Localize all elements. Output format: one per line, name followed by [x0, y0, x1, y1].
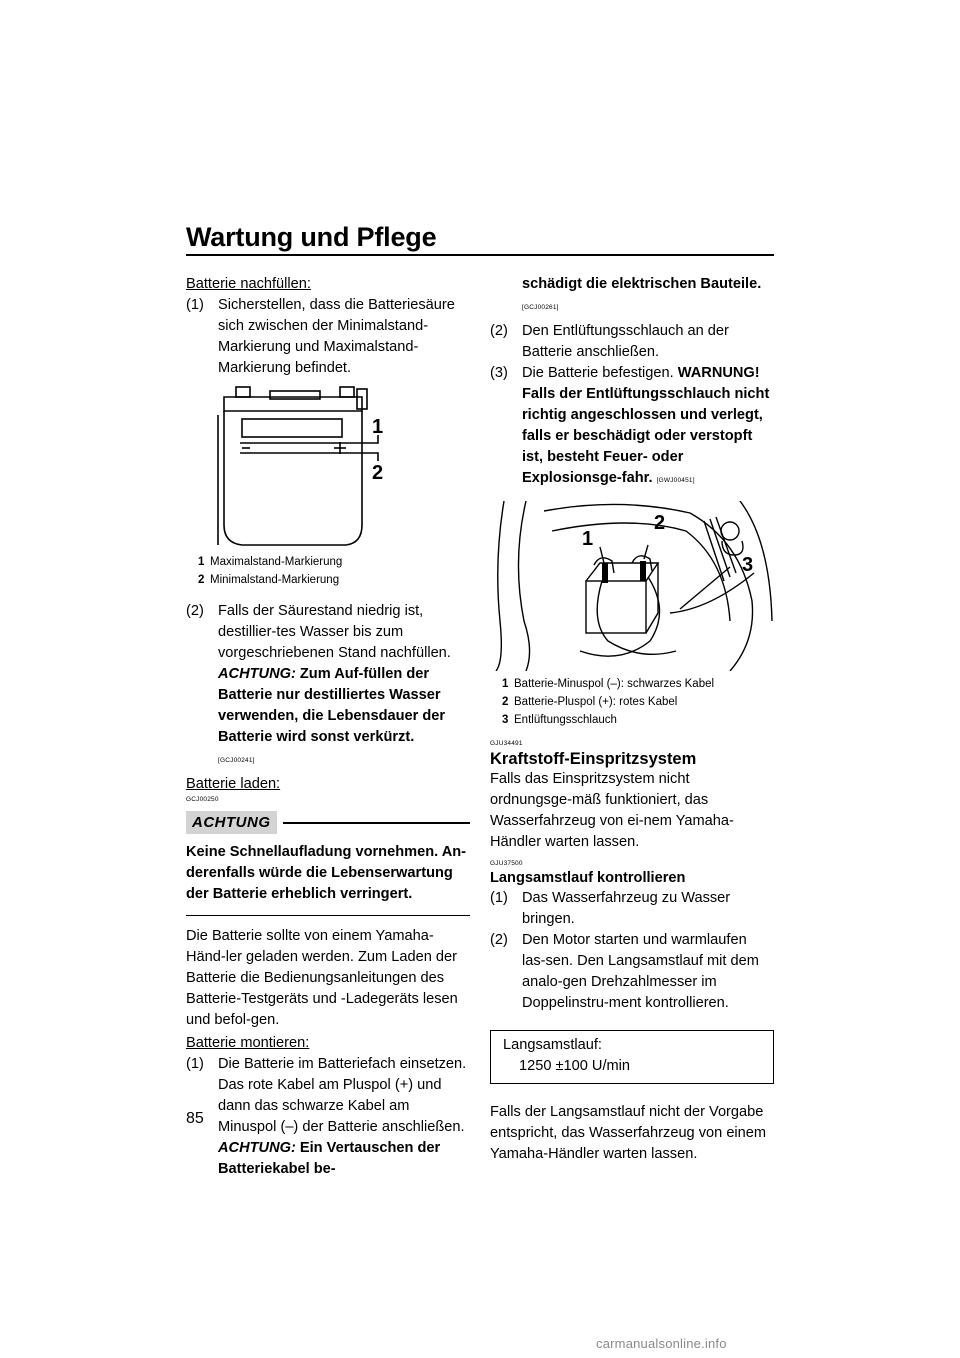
step-text: Den Motor starten und warmlaufen las-sen. Den Langsamstlauf mit dem analo-gen Drehzahlmesser im Doppelinstru-ment kontrollieren.: [522, 932, 759, 1011]
reference-code: GJU37500: [490, 860, 523, 867]
battery-level-figure: [212, 385, 412, 553]
charge-heading: Batterie laden:: [186, 776, 281, 792]
legend-item: 2 Minimalstand-Markierung: [198, 574, 340, 586]
legend-item: 2 Batterie-Pluspol (+): rotes Kabel: [502, 696, 678, 708]
legend-item: 3 Entlüftungsschlauch: [502, 714, 617, 726]
charge-paragraph: Die Batterie sollte von einem Yamaha-Händ-ler geladen werden. Zum Laden der Batterie die Bedienungsanleitungen des Batterie-Testgeräts und -Ladegeräts lesen und befol-gen.: [186, 928, 458, 1028]
legend-item: 1 Batterie-Minuspol (–): schwarzes Kabel: [502, 678, 715, 690]
callout-1: 1: [582, 528, 594, 550]
spec-value: 1250 ±100 U/min: [519, 1058, 631, 1074]
caution-text: Zum Auf-füllen der Batterie nur destilliertes Wasser verwenden, die Lebensdauer der Batterie wird sonst verkürzt.: [218, 666, 446, 745]
caution-label: ACHTUNG:: [218, 666, 296, 682]
fuel-section-title: Kraftstoff-Einspritzsystem: [490, 750, 697, 768]
step-number: (1): [186, 1056, 204, 1072]
step-text: Das Wasserfahrzeug zu Wasser bringen.: [522, 890, 731, 927]
idle-section-title: Langsamstlauf kontrollieren: [490, 870, 686, 886]
fill-step-2: [186, 601, 470, 748]
mount-step-2: [490, 321, 774, 363]
mount-step-1: [186, 1054, 470, 1180]
callout-3: 3: [742, 554, 754, 576]
title-rule: [186, 254, 774, 256]
spec-label: Langsamstlauf:: [503, 1037, 602, 1053]
achtung-header: [186, 811, 470, 834]
battery-compartment-figure: [490, 501, 774, 671]
reference-code: [GCJ00261]: [522, 304, 559, 311]
left-column: [186, 274, 470, 1180]
idle-step-2: [490, 930, 774, 1014]
legend-item: 1 Maximalstand-Markierung: [198, 556, 343, 568]
step-text: Sicherstellen, dass die Batteriesäure sich zwischen der Minimalstand-Markierung und Maximalstand-Markierung befindet.: [218, 297, 455, 376]
reference-code: GJU34491: [490, 740, 523, 747]
step-number: (1): [186, 297, 204, 313]
step-number: (3): [490, 365, 508, 381]
achtung-rule: [283, 822, 471, 824]
step-text: Den Entlüftungsschlauch an der Batterie anschließen.: [522, 323, 729, 360]
warning-text: WARNUNG! Falls der Entlüftungsschlauch nicht richtig angeschlossen und verlegt, falls er beschädigt oder verstopft ist, besteht Feuer- oder Explosionsge-fahr.: [522, 365, 770, 486]
fill-step-1: [186, 295, 470, 379]
step-number: (1): [490, 890, 508, 906]
fuel-paragraph: Falls das Einspritzsystem nicht ordnungsge-mäß funktioniert, das Wasserfahrzeug von ei-nem Yamaha-Händler warten lassen.: [490, 771, 734, 850]
page-number: 85: [186, 1110, 204, 1127]
step-number: (2): [490, 323, 508, 339]
mount-step-3: [490, 363, 774, 489]
achtung-text: Keine Schnellaufladung vornehmen. An-derenfalls würde die Lebenserwartung der Batterie erheblich verringert.: [186, 834, 470, 916]
mount-heading: Batterie montieren:: [186, 1035, 310, 1051]
step-text: Falls der Säurestand niedrig ist, destillier-tes Wasser bis zum vorgeschriebenen Stand nachfüllen. ACHTUNG: Zum Auf-füllen der Batterie nur destilliertes Wasser verwenden, die Lebensdauer der Batterie wird sonst verkürzt.: [218, 603, 451, 745]
callout-1: 1: [372, 416, 384, 438]
reference-code: GCJ00250: [186, 796, 219, 803]
step-number: (2): [490, 932, 508, 948]
caution-label: ACHTUNG:: [218, 1140, 296, 1156]
figure-legend: [198, 553, 470, 589]
right-column: [490, 274, 774, 1165]
fill-heading: Batterie nachfüllen:: [186, 276, 311, 292]
reference-code: [GWJ00451]: [656, 477, 695, 484]
step-text: Die Batterie im Batteriefach einsetzen. Das rote Kabel am Pluspol (+) und dann das schwarze Kabel am Minuspol (–) der Batterie anschließen. ACHTUNG: Ein Vertauschen der Batteriekabel be-: [218, 1056, 467, 1177]
reference-code: [GCJ00241]: [218, 757, 255, 764]
watermark: carmanualsonline.info: [596, 1336, 727, 1351]
achtung-badge: ACHTUNG: [186, 811, 277, 834]
step-text: Die Batterie befestigen. WARNUNG! Falls der Entlüftungsschlauch nicht richtig angeschlossen und verlegt, falls er beschädigt oder verstopft ist, besteht Feuer- oder Explosionsge-fahr. [GWJ00451]: [522, 365, 770, 486]
idle-step-1: [490, 888, 774, 930]
caution-continued: schädigt die elektrischen Bauteile.: [522, 276, 762, 292]
step-number: (2): [186, 603, 204, 619]
idle-spec-box: [490, 1030, 774, 1084]
callout-2: 2: [372, 462, 384, 484]
idle-after-paragraph: Falls der Langsamstlauf nicht der Vorgabe entspricht, das Wasserfahrzeug von einem Yamaha-Händler warten lassen.: [490, 1104, 767, 1162]
page-title: Wartung und Pflege: [186, 222, 437, 252]
caution-text: Ein Vertauschen der Batteriekabel be-: [218, 1140, 441, 1177]
figure-legend: [502, 675, 774, 729]
callout-2: 2: [654, 512, 666, 534]
